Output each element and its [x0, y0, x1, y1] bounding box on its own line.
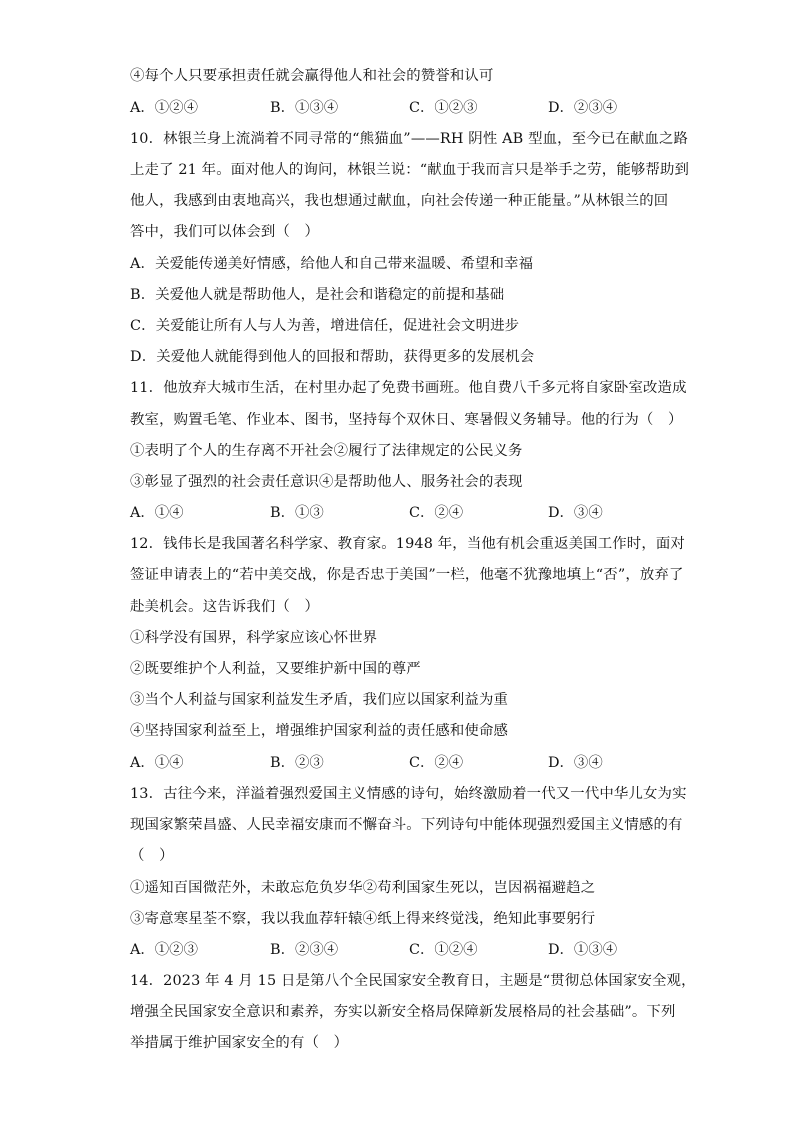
q13-option-b[interactable]: B．②③④: [270, 942, 339, 958]
q12-option-a[interactable]: A．①④: [130, 755, 184, 771]
q12-options: [130, 753, 670, 773]
q13-statements-line: ③寄意寒星荃不察，我以我血荐轩辕④纸上得来终觉浅，绝知此事要躬行: [130, 911, 596, 927]
q9-option-c[interactable]: C．①②③: [409, 100, 478, 116]
q11-options: [130, 503, 670, 523]
q10-option-b[interactable]: B．关爱他人就是帮助他人，是社会和谐稳定的前提和基础: [130, 287, 505, 303]
q11-option-b[interactable]: B．①③: [270, 505, 324, 521]
q11-statements-line: ③彰显了强烈的社会责任意识④是帮助他人、服务社会的表现: [130, 474, 523, 490]
q12-option-b[interactable]: B．②③: [270, 755, 324, 771]
q14-stem-line: 举措属于维护国家安全的有（ ）: [130, 1035, 349, 1051]
q14-stem-line: 增强全民国家安全意识和素养，夯实以新安全格局保障新发展格局的社会基础”。下列: [130, 1004, 676, 1020]
q13-stem-line: 13．古往今来，洋溢着强烈爱国主义情感的诗句，始终激励着一代又一代中华儿女为实: [130, 786, 687, 802]
q11-option-d[interactable]: D．③④: [548, 505, 603, 521]
q13-statements-line: ①遥知百国微茫外，未敢忘危负岁华②苟利国家生死以，岂因祸福避趋之: [130, 880, 596, 896]
q13-option-a[interactable]: A．①②③: [130, 942, 198, 958]
q13-stem-line: （ ）: [130, 848, 174, 864]
q12-statement-1: ①科学没有国界，科学家应该心怀世界: [130, 630, 378, 646]
q10-option-c[interactable]: C．关爱能让所有人与人为善，增进信任，促进社会文明进步: [130, 318, 520, 334]
q12-stem-line: 12．钱伟长是我国著名科学家、教育家。1948 年，当他有机会重返美国工作时，面对: [130, 536, 685, 552]
q9-options: [130, 98, 670, 118]
q10-option-a[interactable]: A．关爱能传递美好情感，给他人和自己带来温暖、希望和幸福: [130, 256, 534, 272]
q11-option-c[interactable]: C．②④: [409, 505, 464, 521]
q13-option-d[interactable]: D．①③④: [548, 942, 618, 958]
q12-option-c[interactable]: C．②④: [409, 755, 464, 771]
q13-option-c[interactable]: C．①②④: [409, 942, 478, 958]
q10-stem-line: 上走了 21 年。面对他人的询问，林银兰说：“献血于我而言只是举手之劳，能够帮助到: [130, 162, 690, 178]
q10-stem-line: 答中，我们可以体会到（ ）: [130, 224, 320, 240]
q11-stem-line: 教室，购置毛笔、作业本、图书，坚持每个双休日、寒暑假义务辅导。他的行为（ ）: [130, 412, 683, 428]
q9-option-a[interactable]: A．①②④: [130, 100, 198, 116]
q11-stem-line: 11．他放弃大城市生活，在村里办起了免费书画班。他自费八千多元将自家卧室改造成: [130, 380, 687, 396]
q12-stem-line: 签证申请表上的“若中美交战，你是否忠于美国”一栏，他毫不犹豫地填上“否”，放弃了: [130, 567, 684, 583]
q9-option-b[interactable]: B．①③④: [270, 100, 339, 116]
q13-stem-line: 现国家繁荣昌盛、人民幸福安康而不懈奋斗。下列诗句中能体现强烈爱国主义情感的有: [130, 817, 683, 833]
q11-statements-line: ①表明了个人的生存离不开社会②履行了法律规定的公民义务: [130, 443, 523, 459]
q11-option-a[interactable]: A．①④: [130, 505, 184, 521]
q9-statement-4: ④每个人只要承担责任就会赢得他人和社会的赞誉和认可: [130, 68, 494, 84]
q12-option-d[interactable]: D．③④: [548, 755, 603, 771]
q10-stem-line: 10．林银兰身上流淌着不同寻常的“熊猫血”——RH 阴性 AB 型血，至今已在献血之路: [130, 131, 689, 147]
q12-statement-2: ②既要维护个人利益，又要维护新中国的尊严: [130, 661, 421, 677]
q12-statement-4: ④坚持国家利益至上，增强维护国家利益的责任感和使命感: [130, 723, 509, 739]
q10-stem-line: 他人，我感到由衷地高兴，我也想通过献血，向社会传递一种正能量。”从林银兰的回: [130, 193, 669, 209]
q12-statement-3: ③当个人利益与国家利益发生矛盾，我们应以国家利益为重: [130, 692, 509, 708]
q9-option-d[interactable]: D．②③④: [548, 100, 618, 116]
q14-stem-line: 14．2023 年 4 月 15 日是第八个全民国家安全教育日，主题是“贯彻总体国家安全观，: [130, 973, 696, 989]
q10-option-d[interactable]: D．关爱他人就能得到他人的回报和帮助，获得更多的发展机会: [130, 349, 535, 365]
q13-options: [130, 940, 670, 960]
q12-stem-line: 赴美机会。这告诉我们（ ）: [130, 599, 320, 615]
